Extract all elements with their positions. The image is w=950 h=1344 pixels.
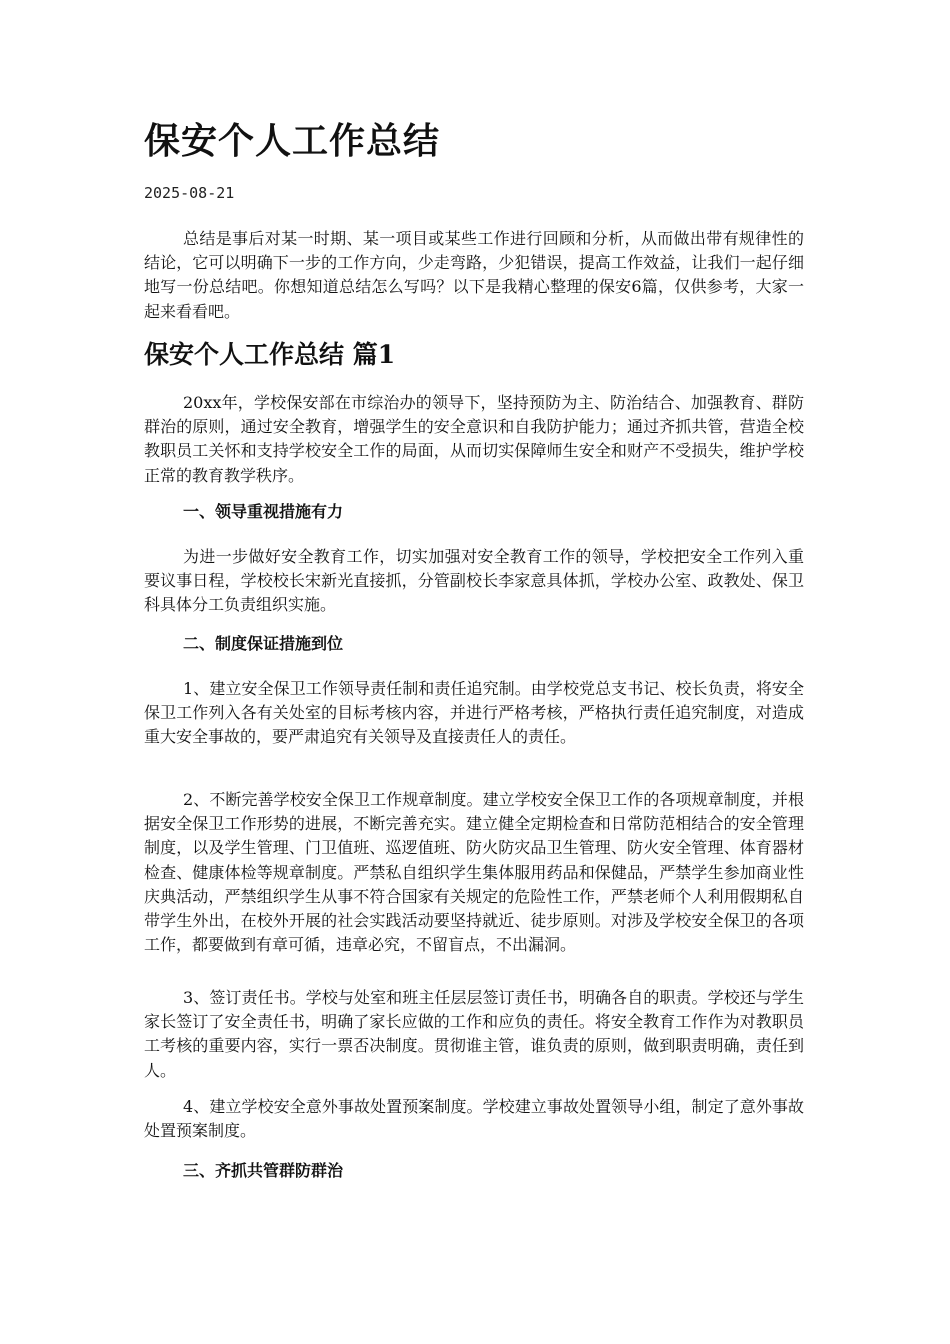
subheading-joint-management: 三、齐抓共管群防群治 [183,1161,344,1180]
section-heading: 保安个人工作总结 篇1 [144,340,396,369]
leadership-paragraph: 为进一步做好安全教育工作，切实加强对安全教育工作的领导，学校把安全工作列入重要议事日程，学校校长宋新光直接抓，分管副校长李家意具体抓，学校办公室、政教处、保卫科具体分工负责组织实施。 [144,547,804,615]
subheading-system: 二、制度保证措施到位 [183,634,344,653]
opening-paragraph: 20xx年，学校保安部在市综治办的领导下，坚持预防为主、防治结合、加强教育、群防群治的原则，通过安全教育，增强学生的安全意识和自我防护能力；通过齐抓共管，营造全校教职员工关怀和支持学校安全工作的局面，从而切实保障师生安全和财产不受损失，维护学校正常的教育教学秩序。 [144,393,804,485]
subheading-leadership: 一、领导重视措施有力 [183,502,344,521]
list-item-responsibility: 1、建立安全保卫工作领导责任制和责任追究制。由学校党总支书记、校长负责，将安全保卫工作列入各有关处室的目标考核内容，并进行严格考核，严格执行责任追究制度，对造成重大安全事故的，要严肃追究有关领导及直接责任人的责任。 [144,679,804,747]
intro-paragraph: 总结是事后对某一时期、某一项目或某些工作进行回顾和分析，从而做出带有规律性的结论，它可以明确下一步的工作方向，少走弯路，少犯错误，提高工作效益，让我们一起仔细地写一份总结吧。你想知道总结怎么写吗？以下是我精心整理的保安6篇，仅供参考，大家一起来看看吧。 [144,229,804,321]
document-date: 2025-08-21 [144,184,235,202]
document-title: 保安个人工作总结 [144,120,441,162]
list-item-regulations: 2、不断完善学校安全保卫工作规章制度。建立学校安全保卫工作的各项规章制度，并根据安全保卫工作形势的进展，不断完善充实。建立健全定期检查和日常防范相结合的安全管理制度，以及学生管理、门卫值班、巡逻值班、防火防灾品卫生管理、防火安全管理、体育器材检查、健康体检等规章制度。严禁私自组织学生集体服用药品和保健品，严禁学生参加商业性庆典活动，严禁组织学生从事不符合国家有关规定的危险性工作，严禁老师个人利用假期私自带学生外出，在校外开展的社会实践活动要坚持就近、徒步原则。对涉及学校安全保卫的各项工作，都要做到有章可循，违章必究，不留盲点，不出漏洞。 [144,790,804,955]
list-item-emergency-plan: 4、建立学校安全意外事故处置预案制度。学校建立事故处置领导小组，制定了意外事故处置预案制度。 [144,1097,804,1141]
list-item-agreements: 3、签订责任书。学校与处室和班主任层层签订责任书，明确各自的职责。学校还与学生家长签订了安全责任书，明确了家长应做的工作和应负的责任。将安全教育工作作为对教职员工考核的重要内容，实行一票否决制度。贯彻谁主管，谁负责的原则，做到职责明确，责任到人。 [144,988,804,1080]
